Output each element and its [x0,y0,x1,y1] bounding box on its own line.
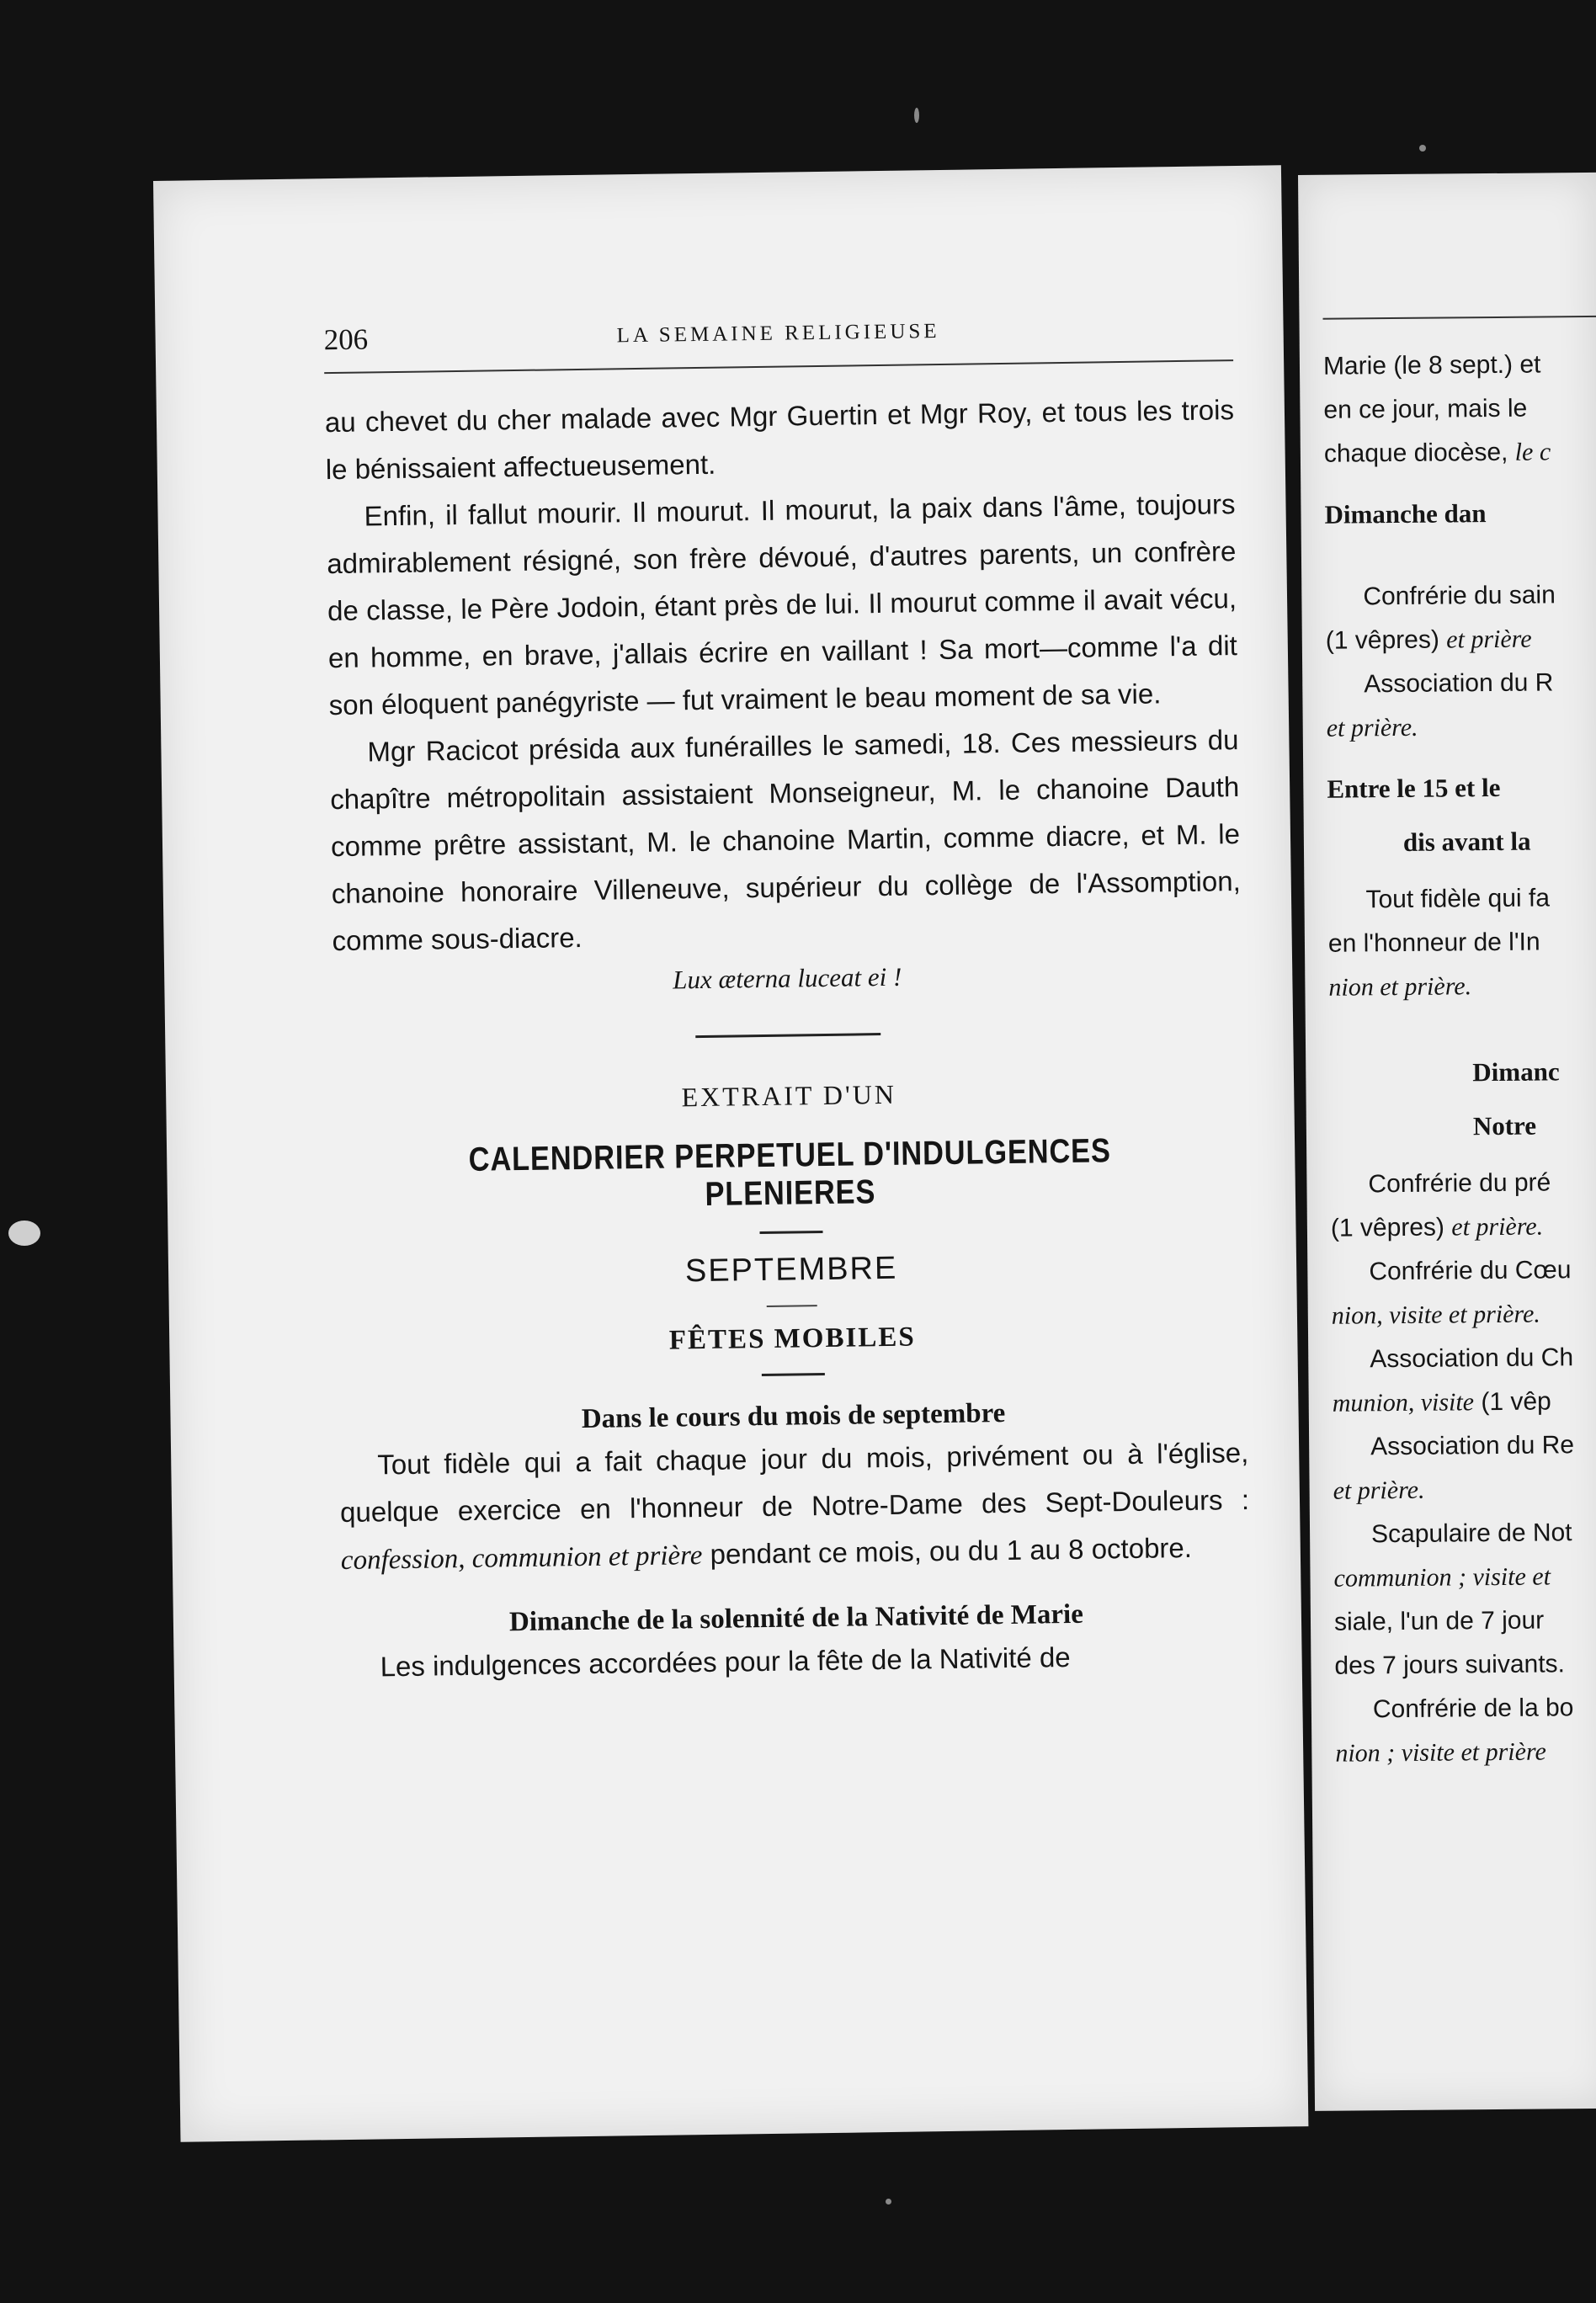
right-page-line [1324,428,1596,476]
film-speck [1419,145,1426,152]
text-segment: (1 vêp [1473,1387,1551,1417]
text-segment: (1 vêpres) [1325,625,1447,655]
latin-epitaph: Lux æterna luceat ei ! [673,961,902,995]
title-divider [759,1231,822,1234]
left-page [153,165,1308,2141]
text-italic-segment: munion, visite [1332,1388,1475,1417]
right-page-line: Association du Re [1370,1431,1575,1461]
right-page-line: Confrérie de la bo [1372,1694,1574,1724]
right-page-heading: Notre [1472,1110,1537,1141]
right-page-line: Association du Ch [1370,1343,1574,1374]
line-gap [1329,1005,1596,1034]
right-page-heading: Dimanc [1472,1056,1560,1088]
right-page-line: en ce jour, mais le [1323,394,1528,424]
running-title: LA SEMAINE RELIGIEUSE [616,319,940,348]
right-page-line: Confrérie du pré [1368,1168,1551,1199]
right-page-line: Confrérie du Cœu [1369,1256,1572,1286]
right-page-heading: Dimanche dan [1324,498,1487,529]
page-number: 206 [323,322,369,357]
right-page-line: nion, visite et prière. [1331,1300,1540,1330]
right-page-line: et prière. [1326,713,1418,742]
text-segment: chaque diocèse, [1323,438,1515,468]
section-heading-september: Dans le cours du mois de septembre [581,1398,1006,1435]
right-page-heading: dis avant la [1402,826,1531,857]
extrait-label: EXTRAIT D'UN [681,1078,897,1113]
page-header [323,301,1233,374]
right-page-content [1322,314,1596,1776]
right-page-line [1331,1202,1596,1250]
section-heading-nativite: Dimanche de la solennité de la Nativité de Marie [508,1598,1084,1638]
right-page-line: nion et prière. [1328,972,1472,1002]
right-page-line: Association du R [1364,668,1554,699]
right-page-line: Scapulaire de Not [1370,1518,1572,1549]
paragraph-1: au chevet du cher malade avec Mgr Guertin et Mgr Roy, et tous les trois le bénissaient affectueusement. [324,394,1235,486]
text-segment: Tout fidèle qui a fait chaque jour du mois, privément ou à l'église, quelque exercice en l'honneur de Notre-Dame des Sept-Douleurs : [339,1436,1250,1529]
month-divider [767,1305,817,1307]
film-speck [886,2199,891,2205]
text-italic-segment: et prière [1446,625,1532,654]
film-speck [914,108,919,123]
month-heading: SEPTEMBRE [684,1250,898,1290]
right-page-line [1333,1377,1596,1425]
right-page-line: des 7 jours suivants. [1334,1650,1566,1680]
right-page-line: Confrérie du sain [1363,581,1556,611]
text-italic-segment: le c [1514,438,1551,466]
line-gap [1325,546,1596,576]
left-page-content [323,301,1252,1691]
text-italic-segment: et prière. [1451,1212,1544,1242]
fetes-mobiles-heading: FÊTES MOBILES [668,1322,916,1356]
right-page-line: nion ; visite et prière [1335,1737,1546,1768]
text-italic-segment: confession, communion et prière [340,1540,703,1577]
right-page-lines [1323,341,1596,1776]
calendrier-title: CALENDRIER PERPETUEL D'INDULGENCES PLENIERES [468,1132,1112,1213]
film-speck [8,1221,40,1246]
fetes-divider [761,1373,824,1376]
right-page-line: en l'honneur de l'In [1327,928,1540,958]
section-text-nativite: Les indulgences accordées pour la fête de la Nativité de [380,1641,1071,1683]
section-text-september [339,1429,1250,1584]
section-divider [695,1033,880,1038]
text-segment: pendant ce mois, ou du 1 au 8 octobre. [702,1531,1193,1571]
paragraph-2: Enfin, il fallut mourir. Il mourut. Il mourut, la paix dans l'âme, toujours admirablement résigné, son frère dévoué, d'autres parents, un confrère de classe, le Père Jodoin, étant près de lui. Il mourut comme il avait vécu, en homme, en brave, j'allais écrire en vaillant ! Sa mort—comme l'a dit son éloquent panégyriste — fut vraiment le beau moment de sa vie. [327,488,1238,721]
text-segment: (1 vêpres) [1330,1213,1452,1242]
right-page-header-rule [1322,316,1596,320]
paragraph-3: Mgr Racicot présida aux funérailles le samedi, 18. Ces messieurs du chapître métropolitain assistaient Monseigneur, M. le chanoine Dauth comme prêtre assistant, M. le chanoine Martin, comme diacre, et M. le chanoine honoraire Villeneuve, supérieur du collège de l'Assomption, comme sous-diacre. [330,724,1241,957]
right-page-line: Tout fidèle qui fa [1365,884,1551,914]
right-page-line [1326,614,1596,662]
right-page-line: siale, l'un de 7 jour [1333,1606,1545,1636]
right-page-line: et prière. [1333,1476,1425,1505]
right-page-line: Marie (le 8 sept.) et [1322,350,1541,380]
right-page-heading: Entre le 15 et le [1327,772,1501,804]
right-page [1298,173,1596,2111]
right-page-line: communion ; visite et [1333,1562,1551,1593]
